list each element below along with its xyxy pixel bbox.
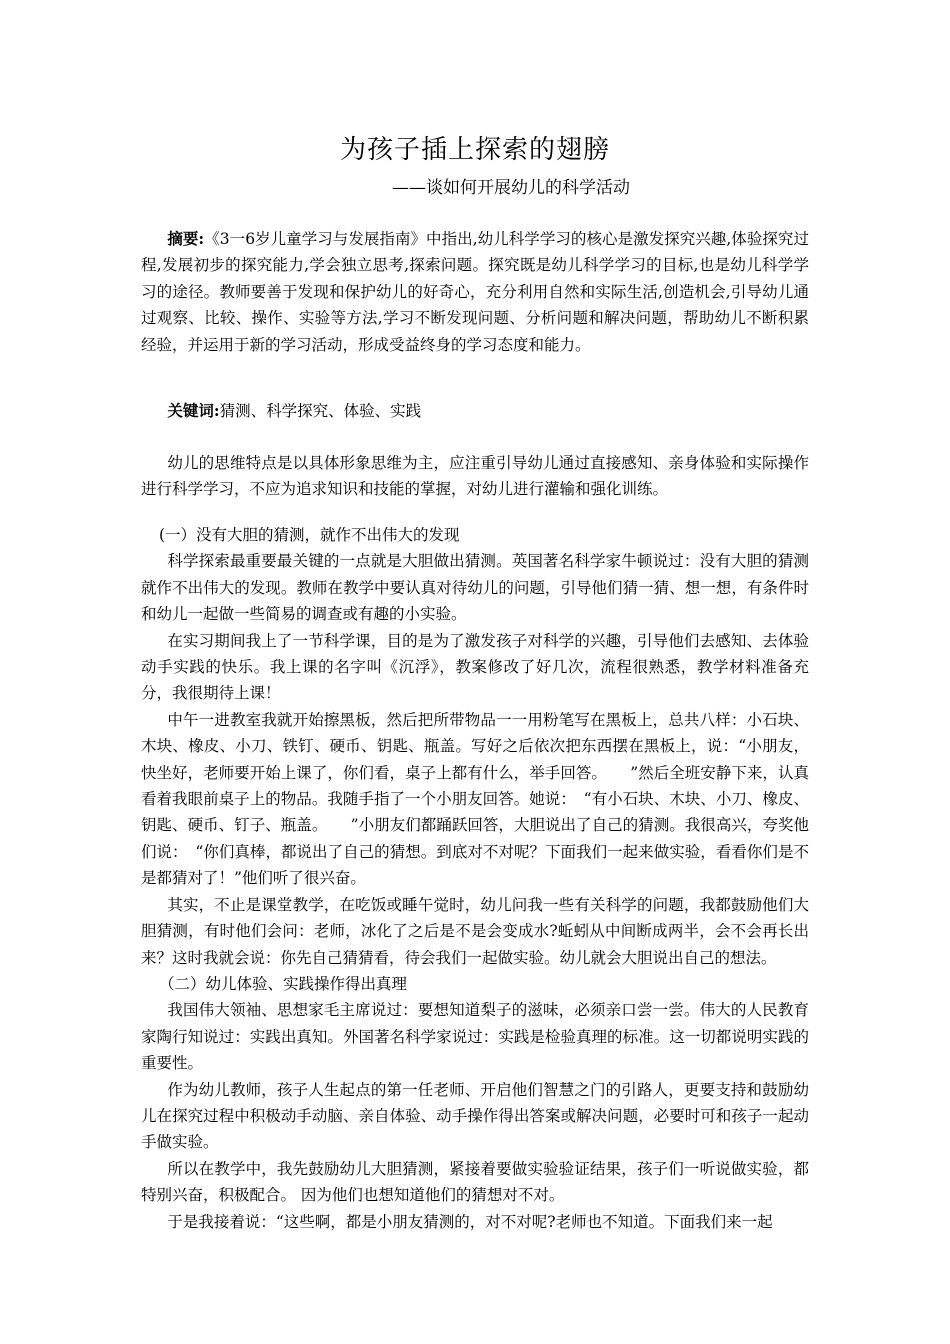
body-paragraph-3: 中午一进教室我就开始擦黑板，然后把所带物品一一用粉笔写在黑板上，总共八样：小石块、木块、橡皮、小刀、铁钉、硬币、钥匙、瓶盖。写好之后依次把东西摆在黑板上，说：“小朋友，快坐好，老师要开始上课了，你们看，桌子上都有什么，举手回答。 ”然后全班安静下来，认真看着我眼前桌子上的物品。我随手指了一个小朋友回答。她说： “有小石块、木块、小刀、橡皮、钥匙、硬币、钉子、瓶盖。 ”小朋友们都踊跃回答，大胆说出了自己的猜测。我很高兴，夸奖他们说： “你们真棒，都说出了自己的猜想。到底对不对呢？下面我们一起来做实验，看看你们是不是都猜对了！”他们听了很兴奋。 (141, 710, 809, 888)
body-paragraph-1: 科学探索最重要最关键的一点就是大胆做出猜测。英国著名科学家牛顿说过：没有大胆的猜测就作不出伟大的发现。教师在教学中要认真对待幼儿的问题，引导他们猜一猜、想一想，有条件时和幼儿一起做一些简易的调查或有趣的小实验。 (141, 552, 809, 624)
document-title: 为孩子插上探索的翅膀 (339, 135, 610, 165)
intro-section (141, 450, 809, 503)
keywords-text: 猜测、科学探究、体验、实践 (219, 402, 422, 420)
keywords-section (141, 398, 809, 424)
body-paragraph-2: 在实习期间我上了一节科学课，目的是为了激发孩子对科学的兴趣，引导他们去感知、去体验动手实践的快乐。我上课的名字叫《沉浮》，教案修改了好几次，流程很熟悉，教学材料准备充分，我很期待上课！ (141, 631, 809, 703)
intro-paragraph: 幼儿的思维特点是以具体形象思维为主，应注重引导幼儿通过直接感知、亲身体验和实际操作进行科学学习，不应为追求知识和技能的掌握，对幼儿进行灌输和强化训练。 (141, 454, 809, 499)
body-paragraph-6: 作为幼儿教师，孩子人生起点的第一任老师、开启他们智慧之门的引路人，更要支持和鼓励幼儿在探究过程中积极动手动脑、亲自体验、动手操作得出答案或解决问题，必要时可和孩子一起动手做实验。 (141, 1080, 809, 1152)
section-heading-2: （二）幼儿体验、实践操作得出真理 (159, 974, 408, 993)
body-paragraph-5: 我国伟大领袖、思想家毛主席说过：要想知道梨子的滋味，必须亲口尝一尝。伟大的人民教育家陶行知说过：实践出真知。外国著名科学家说过：实践是检验真理的标准。这一切都说明实践的重要性。 (141, 1001, 809, 1073)
document-subtitle: ——谈如何开展幼儿的科学活动 (392, 178, 630, 198)
body-paragraph-4: 其实，不止是课堂教学，在吃饭或睡午觉时，幼儿问我一些有关科学的问题，我都鼓励他们大胆猜测，有时他们会问：老师，冰化了之后是不是会变成水?蚯蚓从中间断成两半，会不会再长出来？这时我就会说：你先自己猜猜看，待会我们一起做实验。幼儿就会大胆说出自己的想法。 (141, 895, 809, 967)
keywords-paragraph (141, 398, 809, 424)
main-content (141, 522, 809, 1235)
body-paragraph-8: 于是我接着说：“这些啊，都是小朋友猜测的，对不对呢?老师也不知道。下面我们来一起 (167, 1212, 773, 1231)
abstract-text: 《3一6岁儿童学习与发展指南》中指出,幼儿科学学习的核心是激发探究兴趣,体验探究过程,发展初步的探究能力,学会独立思考,探索问题。探究既是幼儿科学学习的目标,也是幼儿科学学习的途径。教师要善于发现和保护幼儿的好奇心，充分利用自然和实际生活,创造机会,引导幼儿通过观察、比较、操作、实验等方法,学习不断发现问题、分析问题和解决问题，帮助幼儿不断积累经验，并运用于新的学习活动，形成受益终身的学习态度和能力。 (141, 230, 809, 354)
abstract-paragraph (141, 226, 809, 358)
abstract-label: 摘要: (167, 229, 205, 248)
keywords-label: 关键词: (167, 401, 220, 420)
section-heading-1: (一）没有大胆的猜测，就作不出伟大的发现 (159, 526, 460, 544)
body-paragraph-7: 所以在教学中，我先鼓励幼儿大胆猜测，紧接着要做实验验证结果，孩子们一听说做实验，都特别兴奋，积极配合。 因为他们也想知道他们的猜想对不对。 (141, 1159, 809, 1205)
abstract-section (141, 226, 809, 358)
